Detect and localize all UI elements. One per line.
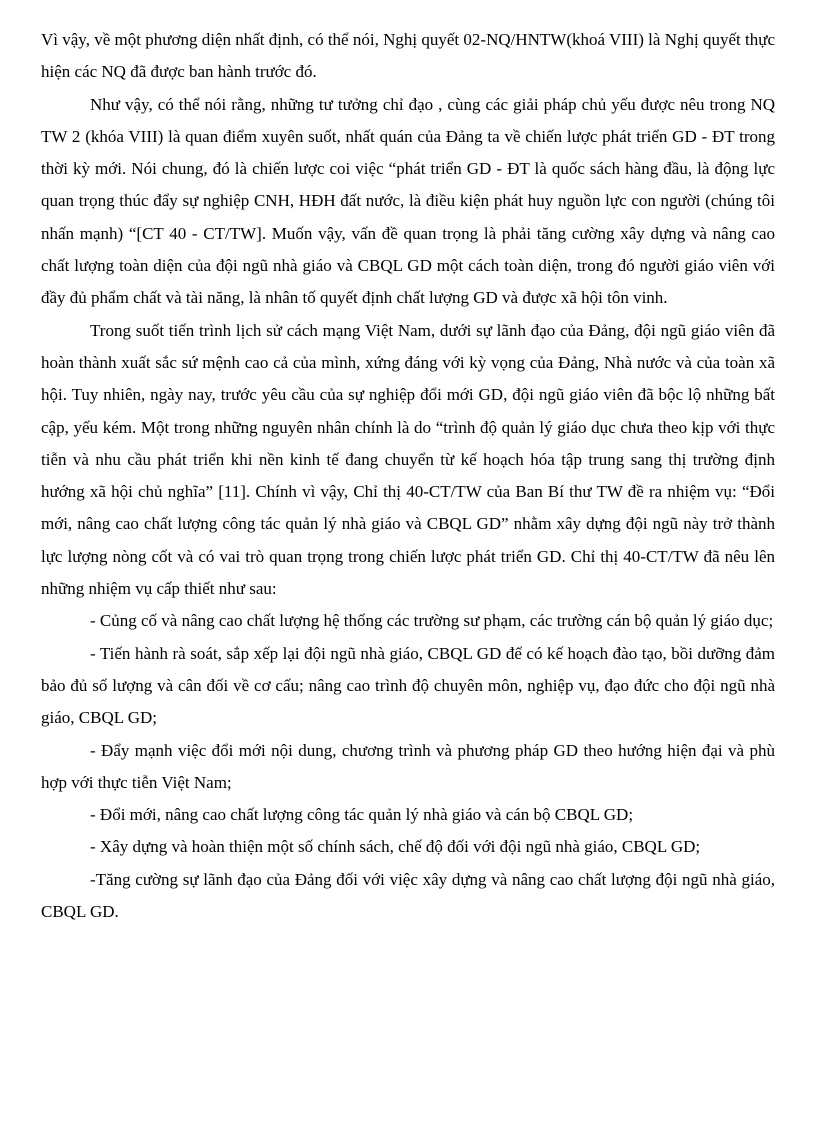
list-item-task-3: - Đẩy mạnh việc đổi mới nội dung, chương trình và phương pháp GD theo hướng hiện đại và phù hợp với thực tiễn Việt Nam; [41,740,775,792]
list-item-task-4: - Đổi mới, nâng cao chất lượng công tác quản lý nhà giáo và cán bộ CBQL GD; [90,805,634,825]
list-item-task-6: -Tăng cường sự lãnh đạo của Đảng đối với việc xây dựng và nâng cao chất lượng đội ngũ nhà giáo, CBQL GD. [41,869,775,922]
paragraph-intro: Vì vậy, về một phương diện nhất định, có thể nói, Nghị quyết 02-NQ/HNTW(khoá VIII) là Nghị quyết thực hiện các NQ đã được ban hành trước đó. [41,30,775,82]
list-item-task-5: - Xây dựng và hoàn thiện một số chính sách, chế độ đối với đội ngũ nhà giáo, CBQL GD; [90,837,701,857]
list-item-task-1: - Củng cố và nâng cao chất lượng hệ thống các trường sư phạm, các trường cán bộ quản lý giáo dục; [90,611,774,631]
document-page [41,24,775,928]
paragraph-history: Trong suốt tiến trình lịch sử cách mạng Việt Nam, dưới sự lãnh đạo của Đảng, đội ngũ giáo viên đã hoàn thành xuất sắc sứ mệnh cao cả của mình, xứng đáng với kỳ vọng của Đảng, Nhà nước và của toàn xã hội. Tuy nhiên, ngày nay, trước yêu cầu của sự nghiệp đổi mới GD, đội ngũ giáo viên đã bộc lộ những bất cập, yếu kém. Một trong những nguyên nhân chính là do “trình độ quản lý giáo dục chưa theo kịp với thực tiễn và nhu cầu phát triển khi nền kinh tế đang chuyển từ kế hoạch hóa tập trung sang thị trường định hướng xã hội chủ nghĩa” [11]. Chính vì vậy, Chỉ thị 40-CT/TW của Ban Bí thư TW đề ra nhiệm vụ: “Đổi mới, nâng cao chất lượng công tác quản lý nhà giáo và CBQL GD” nhằm xây dựng đội ngũ này trở thành lực lượng nòng cốt và có vai trò quan trọng trong chiến lược phát triển GD. Chỉ thị 40-CT/TW đã nêu lên những nhiệm vụ cấp thiết như sau: [41,320,775,599]
paragraph-strategy: Như vậy, có thể nói rằng, những tư tưởng chỉ đạo , cùng các giải pháp chủ yếu được nêu trong NQ TW 2 (khóa VIII) là quan điểm xuyên suốt, nhất quán của Đảng ta về chiến lược phát triển GD - ĐT trong thời kỳ mới. Nói chung, đó là chiến lược coi việc “phát triển GD - ĐT là quốc sách hàng đầu, là động lực quan trọng thúc đẩy sự nghiệp CNH, HĐH đất nước, là điều kiện phát huy nguồn lực con người (chúng tôi nhấn mạnh) “[CT 40 - CT/TW]. Muốn vậy, vấn đề quan trọng là phải tăng cường xây dựng và nâng cao chất lượng toàn diện của đội ngũ nhà giáo và CBQL GD một cách toàn diện, trong đó người giáo viên với đầy đủ phẩm chất và tài năng, là nhân tố quyết định chất lượng GD và được xã hội tôn vinh. [41,94,775,308]
list-item-task-2: - Tiến hành rà soát, sắp xếp lại đội ngũ nhà giáo, CBQL GD để có kế hoạch đào tạo, bồi dưỡng đảm bảo đủ số lượng và cân đối về cơ cấu; nâng cao trình độ chuyên môn, nghiệp vụ, đạo đức cho đội ngũ nhà giáo, CBQL GD; [41,643,775,728]
